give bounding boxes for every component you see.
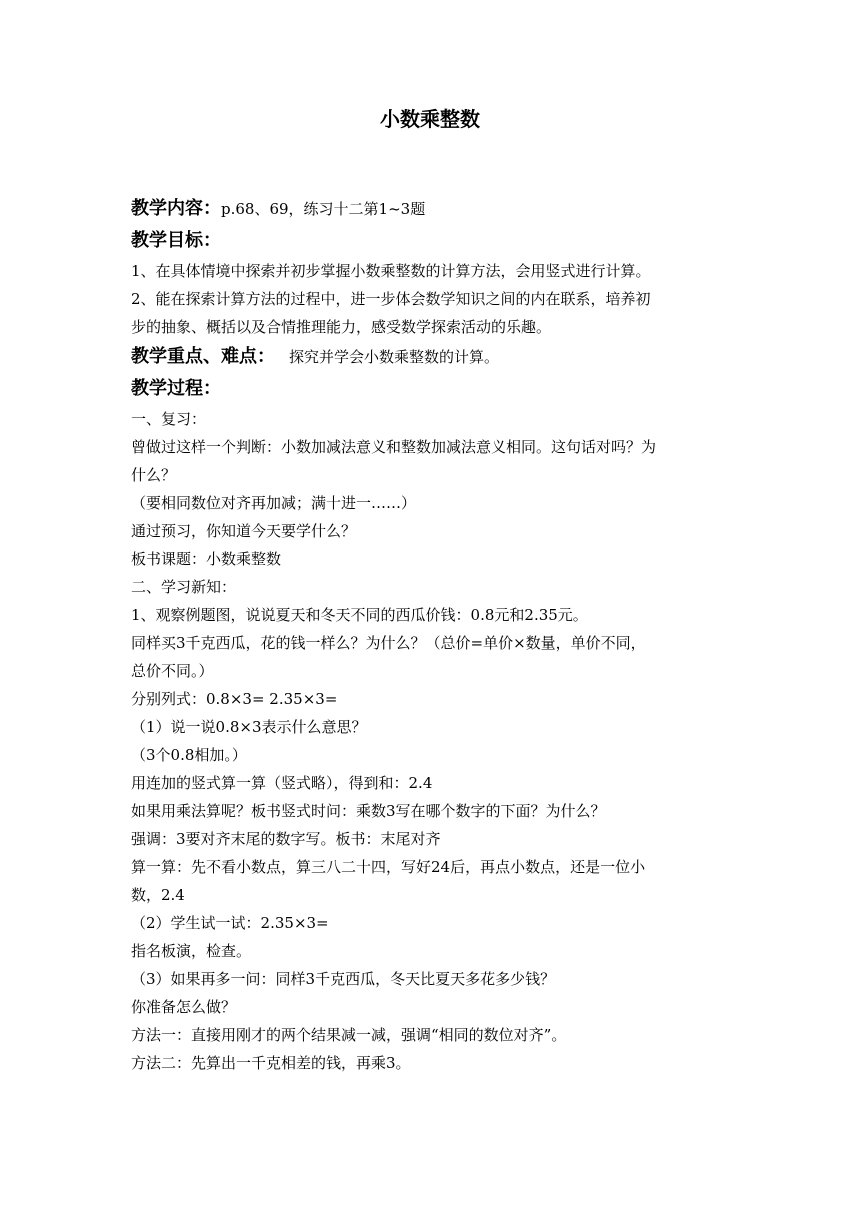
process-line: 强调：3要对齐末尾的数字写。板书：末尾对齐 xyxy=(131,830,441,848)
process-line: 一、复习： xyxy=(131,410,207,428)
process-line: 指名板演，检查。 xyxy=(131,942,252,960)
process-line: 同样买3千克西瓜，花的钱一样么？为什么？（总价=单价×数量，单价不同， xyxy=(131,634,646,652)
process-line: 板书课题：小数乘整数 xyxy=(131,550,282,568)
process-line: 数，2.4 xyxy=(131,886,185,904)
process-line: 用连加的竖式算一算（竖式略），得到和：2.4 xyxy=(131,774,433,792)
process-line: 二、学习新知： xyxy=(131,578,237,596)
key-points-label: 教学重点、难点： xyxy=(131,346,275,367)
goal-line: 步的抽象、概括以及合情推理能力，感受数学探索活动的乐趣。 xyxy=(131,318,552,336)
key-points-line xyxy=(131,341,731,373)
document-body xyxy=(131,193,731,1077)
goal-line: 2、能在探索计算方法的过程中，进一步体会数学知识之间的内在联系，培养初 xyxy=(131,290,651,308)
content-text: p.68、69，练习十二第1~3题 xyxy=(221,200,426,218)
process-line: 什么？ xyxy=(131,466,177,484)
process-line: 方法一：直接用刚才的两个结果减一减，强调“相同的数位对齐”。 xyxy=(131,1026,567,1044)
content-line xyxy=(131,193,731,225)
document-title: 小数乘整数 xyxy=(380,107,480,131)
process-line: 通过预习，你知道今天要学什么？ xyxy=(131,522,357,540)
key-points-text: 探究并学会小数乘整数的计算。 xyxy=(289,348,500,366)
goal-line: 1、在具体情境中探索并初步掌握小数乘整数的计算方法，会用竖式进行计算。 xyxy=(131,262,651,280)
goals-heading-line xyxy=(131,225,731,257)
process-line: 1、观察例题图，说说夏天和冬天不同的西瓜价钱：0.8元和2.35元。 xyxy=(131,606,588,624)
process-heading-line xyxy=(131,373,731,405)
process-label: 教学过程： xyxy=(131,378,221,399)
process-line: 总价不同。） xyxy=(131,662,214,680)
content-label: 教学内容： xyxy=(131,198,221,219)
process-line: （2）学生试一试：2.35×3= xyxy=(131,914,329,932)
process-line: 如果用乘法算呢？板书竖式时问：乘数3写在哪个数字的下面？为什么？ xyxy=(131,802,606,820)
process-line: 分别列式：0.8×3= 2.35×3= xyxy=(131,690,338,708)
process-line: 算一算：先不看小数点，算三八二十四，写好24后，再点小数点，还是一位小 xyxy=(131,858,646,876)
process-line: 你准备怎么做？ xyxy=(131,998,237,1016)
process-line: 方法二：先算出一千克相差的钱，再乘3。 xyxy=(131,1054,411,1072)
process-line: （3）如果再多一问：同样3千克西瓜，冬天比夏天多花多少钱？ xyxy=(131,970,556,988)
process-line: （1）说一说0.8×3表示什么意思？ xyxy=(131,718,367,736)
process-line: 曾做过这样一个判断：小数加减法意义和整数加减法意义相同。这句话对吗？为 xyxy=(131,438,657,456)
goals-label: 教学目标： xyxy=(131,230,221,251)
process-line: （要相同数位对齐再加减；满十进一……） xyxy=(131,494,417,512)
process-line: （3个0.8相加。） xyxy=(131,746,247,764)
